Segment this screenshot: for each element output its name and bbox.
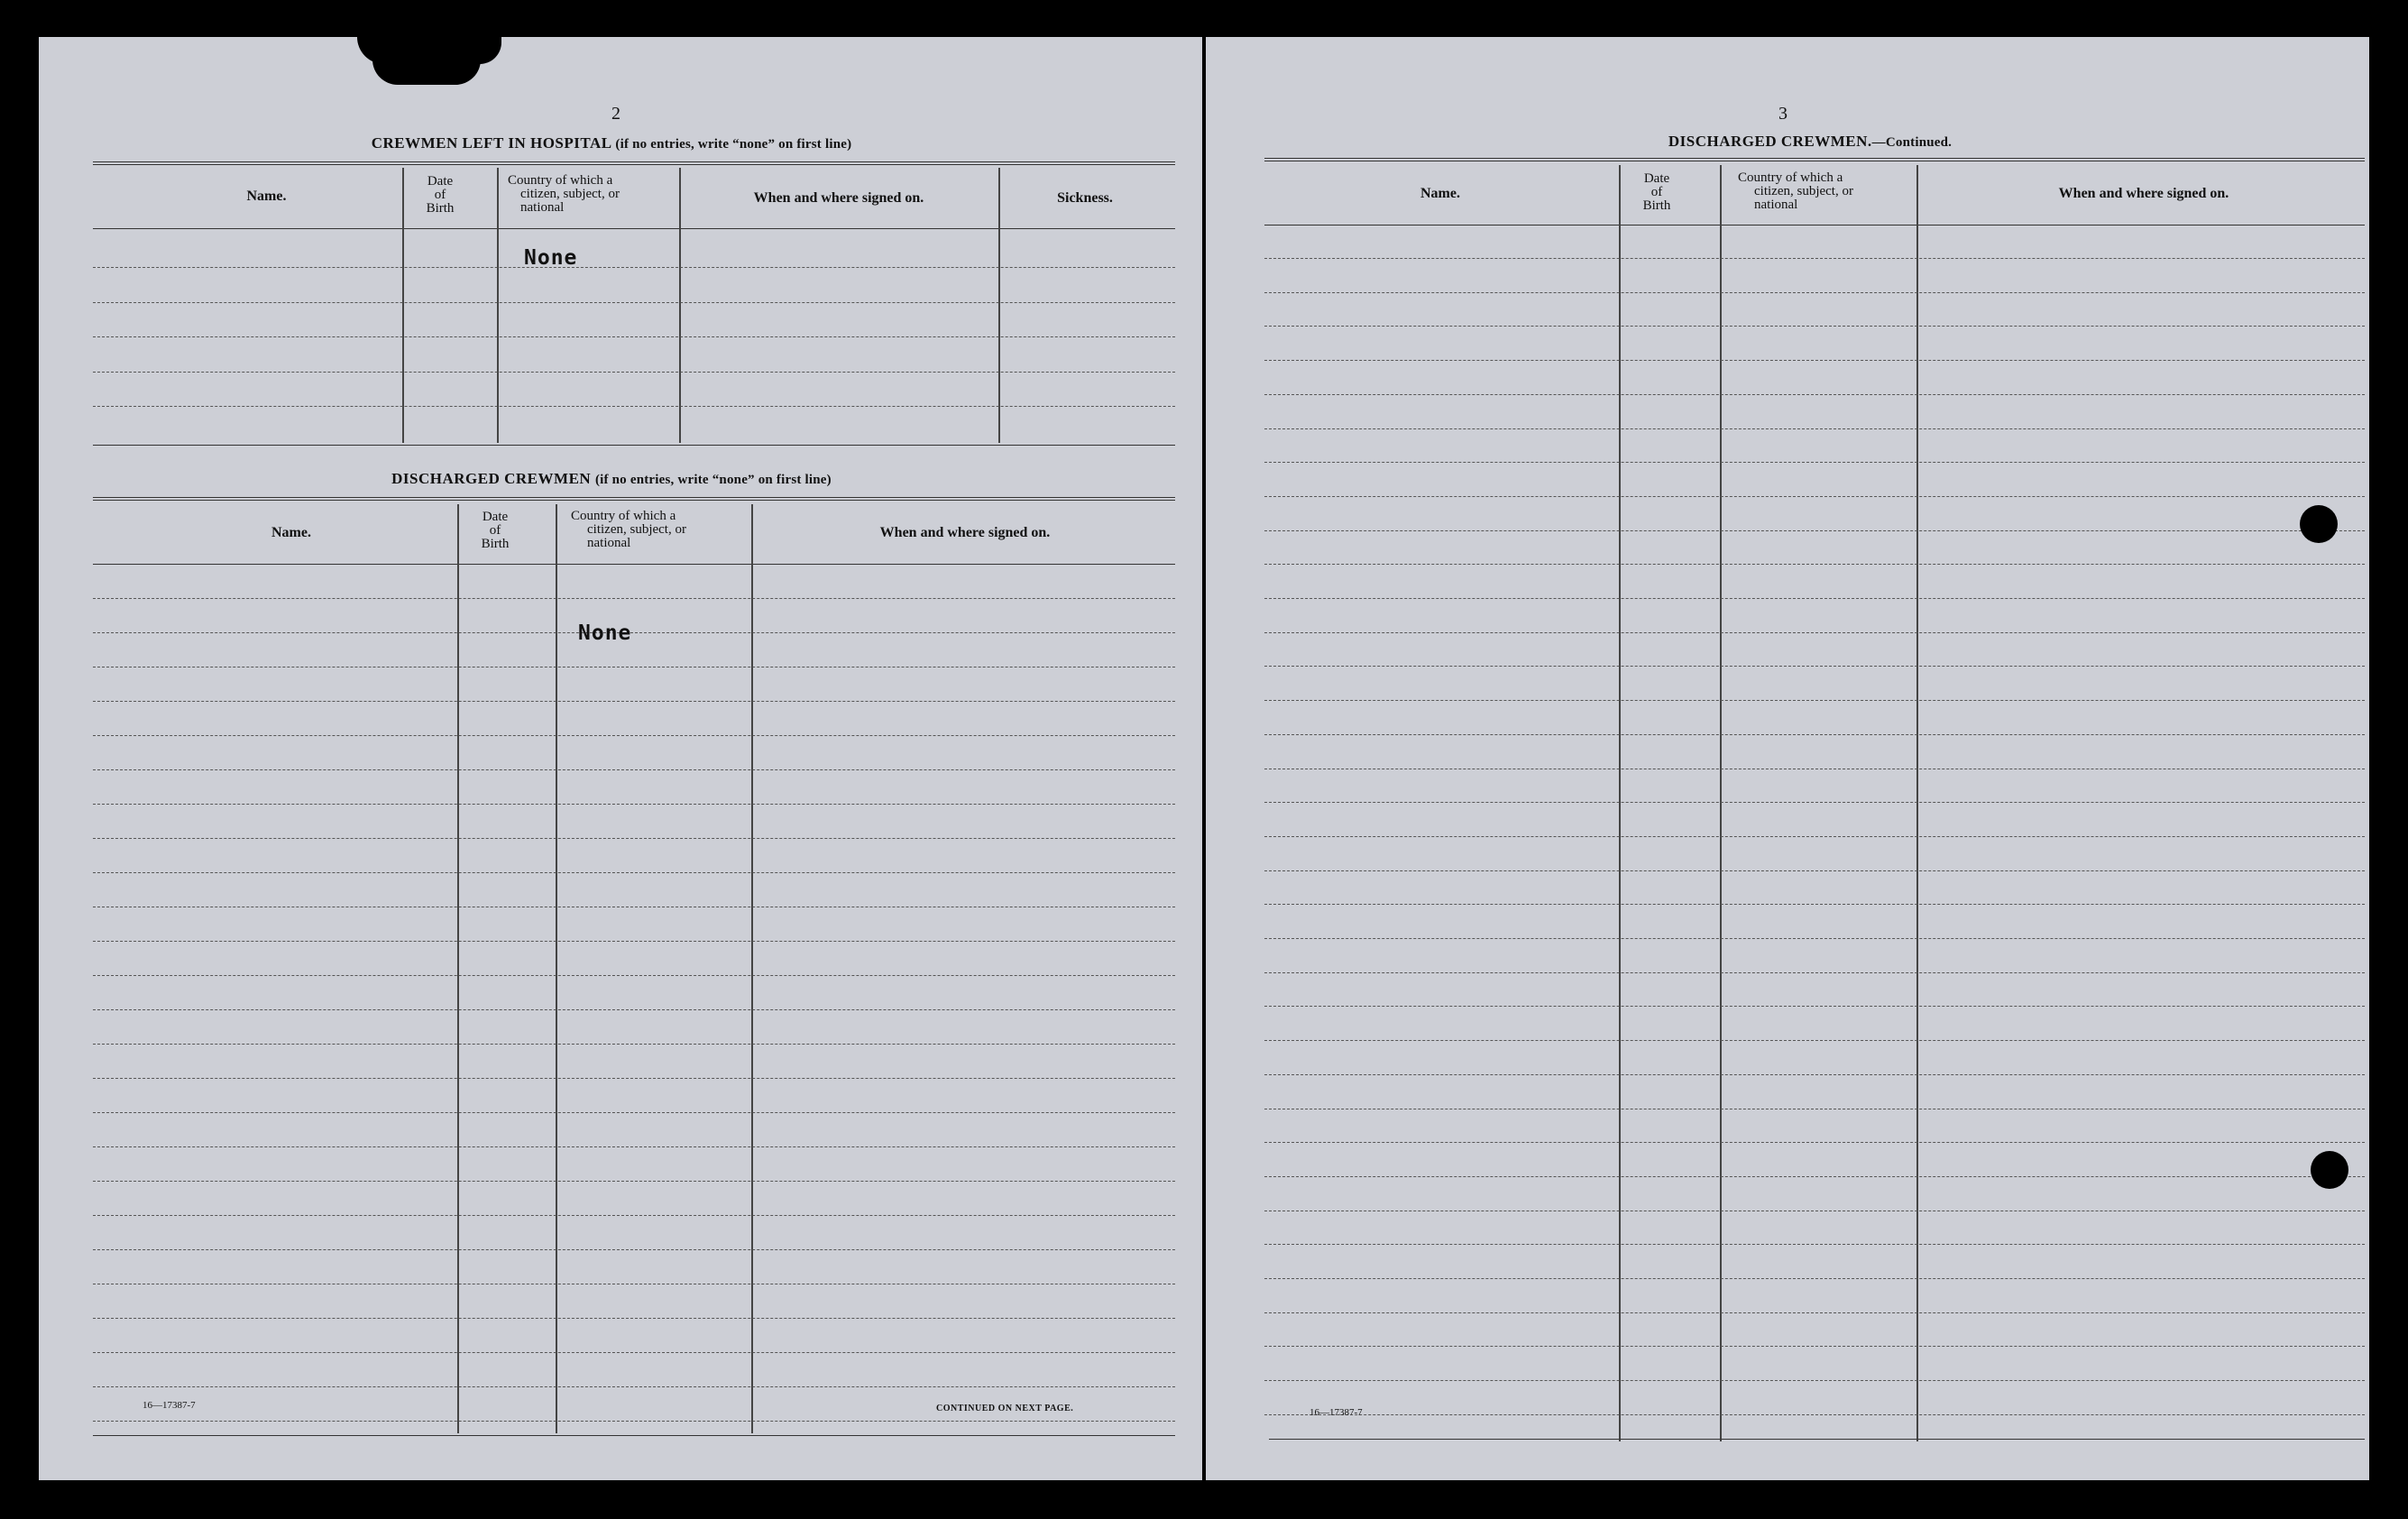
ruled-line [93,267,1175,268]
ruled-line [1264,904,2365,905]
ruled-line [1264,496,2365,497]
ruled-line [93,804,1175,805]
ruled-line [1264,598,2365,599]
ruled-line [93,838,1175,839]
ruled-line [1264,394,2365,395]
ruled-line [1264,1312,2365,1313]
form-number: 16—17387-7 [142,1400,196,1411]
ruled-line [93,1215,1175,1216]
discharged-bottom-rule [93,1435,1175,1436]
ruled-line [1264,870,2365,871]
ruled-line [93,1044,1175,1045]
ruled-line [93,1009,1175,1010]
ruled-line [1264,1074,2365,1075]
continued-section-title: DISCHARGED CREWMEN.—Continued. [1668,133,1953,150]
ruled-line [1264,1244,2365,1245]
ruled-line [1264,734,2365,735]
discharged-col-signed: When and where signed on. [879,525,1051,540]
hospital-header-rule [93,228,1175,229]
continued-divider-2 [1720,165,1722,1441]
discharged-header-rule [93,564,1175,565]
ruled-line [1264,802,2365,803]
continued-note: CONTINUED ON NEXT PAGE. [936,1404,1074,1413]
ruled-line [93,769,1175,770]
left-page [39,37,1202,1480]
ruled-line [93,336,1175,337]
ruled-line [1264,1006,2365,1007]
ruled-line [93,372,1175,373]
hospital-col-country: Country of which a citizen, subject, or national [508,173,620,215]
ruled-line [1264,666,2365,667]
page-number: 3 [1778,104,1788,124]
ruled-line [1264,836,2365,837]
hospital-divider-1 [402,168,404,443]
ruled-line [93,1421,1175,1422]
ruled-line [1264,1278,2365,1279]
continued-top-rule [1264,158,2365,161]
hospital-top-rule [93,161,1175,165]
punch-hole-top [2300,505,2338,543]
ruled-line [1264,530,2365,531]
hospital-section-title: CREWMEN LEFT IN HOSPITAL (if no entries, write “none” on first line) [371,134,852,152]
ruled-line [1264,1414,2365,1415]
discharged-top-rule [93,497,1175,501]
ruled-line [1264,700,2365,701]
continued-col-signed: When and where signed on. [2058,186,2229,201]
hospital-col-signed: When and where signed on. [753,190,924,206]
hospital-col-name: Name. [246,189,287,204]
continued-bottom-rule [1269,1439,2365,1440]
form-number: 16—17387-7 [1310,1407,1363,1418]
ruled-line [93,1386,1175,1387]
ruled-line [1264,972,2365,973]
ruled-line [93,872,1175,873]
hospital-entry-none: None [524,246,578,270]
punch-hole-bottom [2311,1151,2348,1189]
ruled-line [93,975,1175,976]
continued-divider-3 [1916,165,1918,1441]
hospital-col-sickness: Sickness. [1057,190,1113,206]
hospital-divider-2 [497,168,499,443]
ruled-line [93,1318,1175,1319]
ruled-line [1264,564,2365,565]
ruled-line [93,1078,1175,1079]
ruled-line [1264,462,2365,463]
ruled-line [1264,938,2365,939]
ruled-line [1264,428,2365,429]
ruled-line [93,302,1175,303]
ruled-line [93,632,1175,633]
ruled-line [1264,326,2365,327]
continued-col-country: Country of which a citizen, subject, or national [1738,170,1853,212]
continued-header-rule [1264,225,2365,226]
discharged-divider-3 [751,504,753,1433]
discharged-col-dob: Date of Birth [481,510,510,551]
discharged-entry-none: None [578,621,632,645]
discharged-section-title: DISCHARGED CREWMEN (if no entries, write “none” on first line) [391,470,832,487]
ruled-line [93,406,1175,407]
ruled-line [1264,292,2365,293]
ruled-line [1264,632,2365,633]
continued-divider-1 [1619,165,1621,1441]
ruled-line [93,1112,1175,1113]
ruled-line [1264,1040,2365,1041]
discharged-divider-2 [556,504,557,1433]
ruled-line [93,1352,1175,1353]
torn-edge-lower [372,60,481,85]
discharged-col-country: Country of which a citizen, subject, or national [571,509,686,550]
ruled-line [1264,1346,2365,1347]
discharged-col-name: Name. [271,525,311,540]
ruled-line [1264,1142,2365,1143]
ruled-line [93,1146,1175,1147]
ruled-line [93,701,1175,702]
ruled-line [93,735,1175,736]
ruled-line [93,941,1175,942]
continued-col-name: Name. [1420,186,1460,201]
hospital-divider-3 [679,168,681,443]
ruled-line [93,1181,1175,1182]
ruled-line [1264,258,2365,259]
ruled-line [1264,1380,2365,1381]
discharged-divider-1 [457,504,459,1433]
continued-col-dob: Date of Birth [1642,171,1671,213]
hospital-bottom-rule [93,445,1175,446]
right-page [1206,37,2369,1480]
ruled-line [93,598,1175,599]
ruled-line [1264,1176,2365,1177]
ruled-line [1264,360,2365,361]
hospital-divider-4 [998,168,1000,443]
page-number: 2 [611,104,620,124]
hospital-col-dob: Date of Birth [426,174,455,216]
ruled-line [93,1249,1175,1250]
